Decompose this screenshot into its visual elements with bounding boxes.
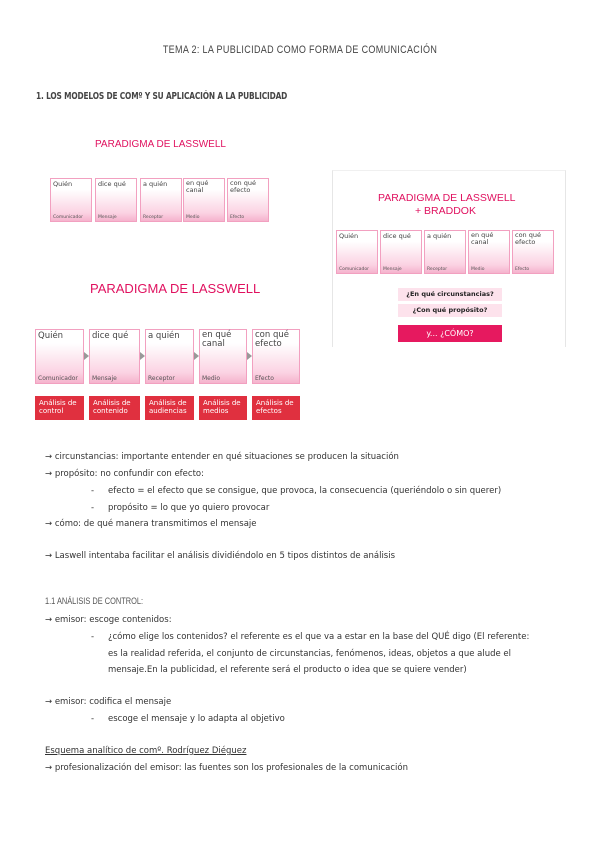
note-laswell: → Laswell intentaba facilitar el análisis dividiéndolo en 5 tipos distintos de análisis — [45, 551, 396, 561]
box-bottom-label: Mensaje — [98, 215, 117, 220]
large-box-a-quien — [145, 329, 194, 384]
box-top-label: a quién — [427, 232, 452, 240]
braddok-box-quien — [336, 230, 378, 274]
box-bottom-label: Receptor — [148, 375, 175, 382]
control-professionalization: → profesionalización del emisor: las fuentes son los profesionales de la comunicación — [45, 763, 408, 773]
diagram-small-box-a-quien — [140, 178, 182, 222]
analysis-audience-badge: Análisis de audiencias — [145, 396, 194, 420]
box-bottom-label: Medio — [186, 215, 200, 220]
box-top-label: Quién — [339, 232, 359, 240]
dash-bullet: - — [91, 503, 95, 513]
box-top-label: con qué efecto — [515, 231, 541, 246]
braddok-box-a-quien — [424, 230, 466, 274]
box-top-label: Quién — [53, 180, 73, 188]
analysis-control-badge: Análisis de control — [35, 396, 84, 420]
box-bottom-label: Efecto — [255, 375, 274, 382]
control-referent-line2: es la realidad referida, el conjunto de circunstancias, fenómenos, ideas, objetos a que alude el — [108, 649, 512, 659]
box-bottom-label: Comunicador — [53, 215, 83, 220]
note-circumstances: → circunstancias: importante entender en qué situaciones se producen la situación — [45, 452, 399, 462]
box-bottom-label: Medio — [202, 375, 221, 382]
box-top-label: a quién — [143, 180, 168, 188]
esquema-link-text: Esquema analítico de comº. Rodríguez Diéguez — [45, 746, 247, 756]
box-top-label: en qué canal — [186, 179, 209, 194]
dash-bullet: - — [91, 486, 95, 496]
control-adapts-message: escoge el mensaje y lo adapta al objetivo — [108, 714, 285, 724]
note-purpose-intent: propósito = lo que yo quiero provocar — [108, 503, 270, 513]
box-top-label: a quién — [148, 331, 180, 341]
braddok-box-canal — [468, 230, 510, 274]
dash-bullet: - — [91, 714, 95, 724]
analysis-media-badge: Análisis de medios — [199, 396, 247, 420]
large-box-canal — [199, 329, 247, 384]
section-heading-control: 1.1 ANÁLISIS DE CONTROL: — [45, 596, 144, 607]
box-bottom-label: Comunicador — [339, 267, 369, 272]
box-top-label: en qué canal — [202, 330, 232, 349]
box-top-label: en qué canal — [471, 231, 494, 246]
box-bottom-label: Medio — [471, 267, 485, 272]
section-heading-models: 1. LOS MODELOS DE COMº Y SU APLICACIÓN A LA PUBLICIDAD — [36, 91, 288, 102]
braddok-title-line2: + BRADDOK — [415, 205, 476, 217]
box-bottom-label: Mensaje — [92, 375, 117, 382]
diagram-large-title: PARADIGMA DE LASSWELL — [90, 281, 261, 296]
control-referent-line3: mensaje.En la publicidad, el referente será el producto o idea que se quiere vender) — [108, 665, 467, 675]
note-purpose: → propósito: no confundir con efecto: — [45, 469, 204, 479]
box-bottom-label: Efecto — [515, 267, 530, 272]
box-bottom-label: Efecto — [230, 215, 245, 220]
braddok-question-purpose: ¿Con qué propósito? — [398, 304, 502, 317]
box-top-label: dice qué — [98, 180, 126, 188]
analysis-effects-badge: Análisis de efectos — [252, 396, 300, 420]
diagram-small-box-efecto — [227, 178, 269, 222]
box-top-label: con qué efecto — [255, 330, 289, 349]
control-emisor-contents: → emisor: escoge contenidos: — [45, 615, 172, 625]
note-how: → cómo: de qué manera transmitimos el mensaje — [45, 519, 257, 529]
large-box-efecto — [252, 329, 300, 384]
large-box-dice-que — [89, 329, 140, 384]
large-box-quien — [35, 329, 84, 384]
analysis-content-badge: Análisis de contenido — [89, 396, 140, 420]
braddok-box-dice-que — [380, 230, 422, 274]
box-top-label: dice qué — [92, 331, 129, 341]
box-top-label: dice qué — [383, 232, 411, 240]
diagram-small-title: PARADIGMA DE LASSWELL — [95, 139, 226, 150]
box-bottom-label: Mensaje — [383, 267, 402, 272]
diagram-small-box-dice-que — [95, 178, 137, 222]
box-bottom-label: Receptor — [427, 267, 448, 272]
box-bottom-label: Comunicador — [38, 375, 78, 382]
box-top-label: Quién — [38, 331, 64, 341]
diagram-small-box-quien — [50, 178, 92, 222]
braddok-como-banner: y... ¿CÓMO? — [398, 325, 502, 342]
braddok-box-efecto — [512, 230, 554, 274]
page-title: TEMA 2: LA PUBLICIDAD COMO FORMA DE COMUNICACIÓN — [162, 44, 438, 56]
box-top-label: con qué efecto — [230, 179, 256, 194]
braddok-question-circumstances: ¿En qué circunstancias? — [398, 288, 502, 301]
diagram-small-box-canal — [183, 178, 225, 222]
control-emisor-encodes: → emisor: codifica el mensaje — [45, 697, 172, 707]
dash-bullet: - — [91, 632, 95, 642]
box-bottom-label: Receptor — [143, 215, 164, 220]
control-referent-line1: ¿cómo elige los contenidos? el referente es el que va a estar en la base del QUÉ digo (El referente: — [108, 632, 530, 642]
braddok-title-line1: PARADIGMA DE LASSWELL — [378, 192, 516, 204]
note-purpose-effect: efecto = el efecto que se consigue, que provoca, la consecuencia (queriéndolo o sin querer) — [108, 486, 502, 496]
